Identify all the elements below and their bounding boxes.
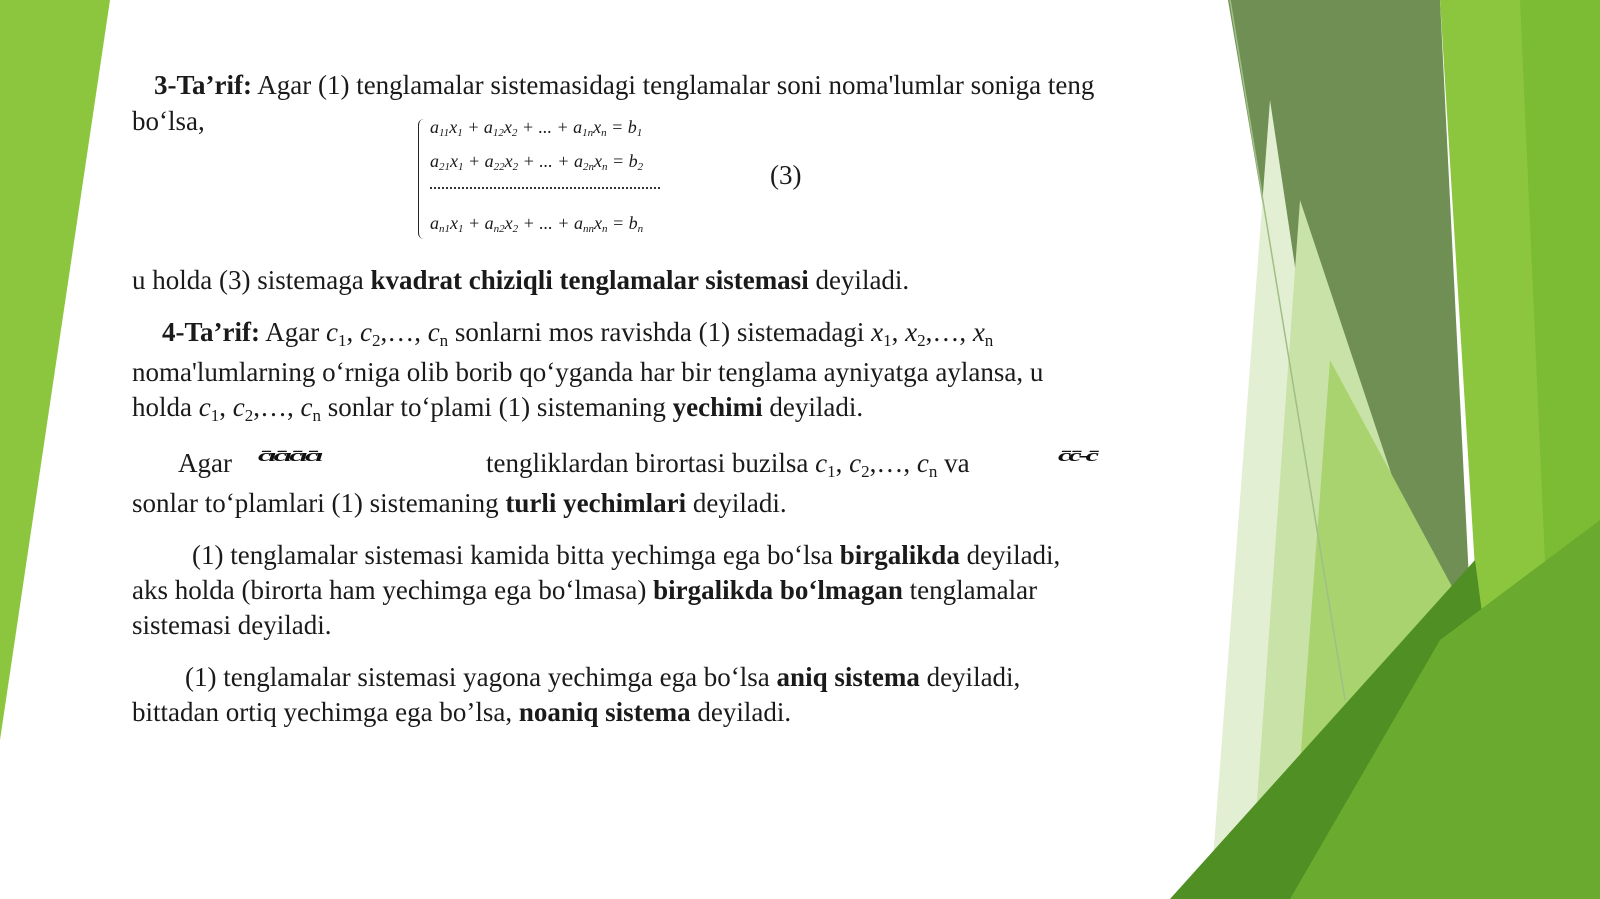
- math-subscript: 1: [337, 331, 347, 350]
- def3-label: 3-Ta’rif:: [154, 70, 252, 100]
- math-separator: ,…,: [380, 317, 428, 347]
- system-subscript: 2: [511, 127, 518, 139]
- system-subscript: 1: [458, 223, 464, 235]
- garbled-formula-1: c̄ıc̄ıc̄ıc̄ı: [258, 446, 321, 465]
- consistent-line3: sistemasi deyiladi.: [132, 610, 332, 640]
- math-subscript: 2: [861, 462, 870, 481]
- math-subscript: n: [928, 462, 938, 481]
- system-subscript: 21: [439, 161, 450, 173]
- garbled-formula-2: c̄c̄-c̄: [1058, 446, 1096, 465]
- determined-line2: [132, 696, 791, 728]
- system-term: + ... +: [518, 213, 574, 233]
- math-variable: c: [359, 317, 372, 347]
- system-term: $x_n$: [593, 117, 607, 139]
- distinct-line2-c: deyiladi.: [686, 488, 787, 518]
- system-subscript: 1: [458, 161, 464, 173]
- system-subscript: 1: [457, 127, 463, 139]
- def4-text-a: Agar: [259, 317, 326, 347]
- math-variable: x: [905, 317, 918, 347]
- math-variable: x: [871, 317, 884, 347]
- math-subscript: 2: [371, 331, 381, 350]
- system-subscript: 2: [512, 223, 519, 235]
- def4-line3-a: holda: [132, 392, 199, 422]
- system-subscript: n: [601, 223, 608, 235]
- math-subscript: 1: [827, 462, 836, 481]
- system-term: $a_{nn}$: [573, 213, 594, 235]
- system-term: $a_{21}$: [430, 151, 450, 173]
- consistent-line1: [192, 539, 1060, 571]
- system-subscript: n: [601, 161, 608, 173]
- determined-line2-a: bittadan ortiq yechimga ega bo’lsa,: [132, 697, 519, 727]
- system-term: $a_{1n}$: [573, 117, 594, 139]
- system-term: $x_2$: [504, 213, 519, 235]
- def3-line2: bo‘lsa,: [132, 106, 205, 136]
- consistent-line2-a: aks holda (birorta ham yechimga ega bo‘lmasa): [132, 575, 654, 605]
- system-subscript: 12: [492, 127, 504, 139]
- system-subscript: 2: [512, 161, 519, 173]
- system-term: $x_1$: [450, 151, 464, 173]
- system-term: = $b_n$: [607, 213, 644, 235]
- math-variable: c: [198, 392, 211, 422]
- math-variable: c: [325, 317, 338, 347]
- system-subscript: 2: [637, 161, 644, 173]
- math-separator: ,: [891, 317, 906, 347]
- def4-line3-c: deyiladi.: [762, 392, 864, 422]
- system-term: $a_{22}$: [484, 151, 505, 173]
- math-variable: c: [427, 317, 440, 347]
- system-term: $a_{12}$: [483, 117, 504, 139]
- term-consistent: birgalikda: [839, 540, 960, 570]
- system-term: = $b_2$: [607, 151, 644, 173]
- system-term: $x_n$: [593, 151, 608, 173]
- consistent-line2-c: tenglamalar: [902, 575, 1038, 605]
- term-solution: yechimi: [672, 392, 763, 422]
- def3-conclusion-post: deyiladi.: [808, 265, 910, 295]
- term-square-system: kvadrat chiziqli tenglamalar sistemasi: [370, 265, 809, 295]
- distinct-va: va: [937, 448, 970, 478]
- determined-line1-c: deyiladi,: [919, 662, 1021, 692]
- def4-line1: [162, 316, 993, 348]
- system-subscript: n: [637, 223, 644, 235]
- system-term: + ... +: [517, 117, 574, 137]
- def4-line2: noma'lumlarning o‘rniga olib borib qo‘yganda har bir tenglama ayniyatga aylansa, u: [132, 357, 1044, 387]
- x-sequence: [871, 317, 994, 350]
- system-subscript: n1: [439, 223, 450, 235]
- math-variable: c: [300, 392, 313, 422]
- system-term: +: [463, 213, 485, 233]
- math-separator: ,: [835, 448, 850, 478]
- system-term: +: [463, 151, 485, 171]
- determined-line1: [185, 661, 1020, 693]
- equation-system: [418, 115, 668, 245]
- term-distinct-solutions: turli yechimlari: [505, 488, 687, 518]
- system-term: $x_1$: [449, 117, 463, 139]
- system-row-n: [430, 213, 643, 234]
- c-sequence: [198, 392, 321, 425]
- system-term: + ... +: [518, 151, 574, 171]
- math-variable: x: [972, 317, 985, 347]
- math-subscript: 2: [917, 331, 926, 350]
- def4-line3: [132, 391, 863, 423]
- system-subscript: 11: [439, 127, 450, 139]
- distinct-line2: [132, 487, 787, 519]
- system-subscript: n: [601, 127, 607, 139]
- math-subscript: 1: [883, 331, 892, 350]
- math-subscript: n: [984, 331, 994, 350]
- system-row-2: [430, 151, 643, 172]
- distinct-mid: tengliklardan birortasi buzilsa: [486, 448, 816, 478]
- system-term: $x_2$: [504, 151, 519, 173]
- distinct-line1: [486, 447, 970, 479]
- math-variable: c: [232, 392, 245, 422]
- equation-number: (3): [770, 160, 802, 190]
- system-term: $a_{2n}$: [573, 151, 594, 173]
- math-separator: ,: [346, 317, 360, 347]
- system-subscript: 1: [636, 127, 643, 139]
- distinct-agar: Agar: [178, 448, 232, 478]
- system-term: +: [462, 117, 484, 137]
- determined-line1-a: (1) tenglamalar sistemasi yagona yechimga ega bo‘lsa: [185, 662, 777, 692]
- consistent-line2: [132, 574, 1037, 606]
- def4-line3-b: sonlar to‘plami (1) sistemaning: [320, 392, 673, 422]
- math-separator: ,: [219, 392, 233, 422]
- system-row-1: [430, 117, 642, 138]
- system-dotted-row: [430, 187, 660, 189]
- distinct-line2-a: sonlar to‘plamlari (1) sistemaning: [132, 488, 506, 518]
- system-subscript: nn: [582, 223, 594, 235]
- system-subscript: 1n: [582, 127, 594, 139]
- math-subscript: 2: [244, 406, 254, 425]
- def3-text: Agar (1) tenglamalar sistemasidagi tenglamalar soni noma'lumlar soniga teng: [251, 70, 1095, 100]
- determined-line2-c: deyiladi.: [690, 697, 792, 727]
- system-subscript: n2: [493, 223, 505, 235]
- math-variable: c: [849, 448, 862, 478]
- consistent-line1-a: (1) tenglamalar sistemasi kamida bitta yechimga ega bo‘lsa: [192, 540, 840, 570]
- math-variable: c: [815, 448, 828, 478]
- system-term: $x_n$: [593, 213, 608, 235]
- c-sequence: [815, 448, 938, 481]
- math-subscript: n: [439, 331, 449, 350]
- term-inconsistent: birgalikda bo‘lmagan: [653, 575, 903, 605]
- def3-conclusion: [132, 264, 909, 296]
- def3-line1: [154, 69, 1094, 101]
- system-term: $x_1$: [450, 213, 464, 235]
- system-term: $a_{11}$: [430, 117, 450, 139]
- math-variable: c: [916, 448, 929, 478]
- system-term: $x_2$: [503, 117, 518, 139]
- c-sequence: [325, 317, 449, 350]
- math-subscript: n: [312, 406, 321, 425]
- def4-label: 4-Ta’rif:: [162, 317, 260, 347]
- system-brace: [418, 119, 426, 239]
- def4-text-b: sonlarni mos ravishda (1) sistemadagi: [448, 317, 872, 347]
- math-separator: ,…,: [869, 448, 917, 478]
- term-determined: aniq sistema: [776, 662, 920, 692]
- math-separator: ,…,: [253, 392, 301, 422]
- consistent-line1-c: deyiladi,: [959, 540, 1061, 570]
- system-subscript: 2n: [582, 161, 594, 173]
- math-separator: ,…,: [925, 317, 973, 347]
- math-subscript: 1: [210, 406, 220, 425]
- system-subscript: 22: [493, 161, 505, 173]
- term-undetermined: noaniq sistema: [518, 697, 691, 727]
- def3-conclusion-pre: u holda (3) sistemaga: [132, 265, 371, 295]
- system-term: $a_{n2}$: [484, 213, 505, 235]
- system-term: $a_{n1}$: [430, 213, 450, 235]
- system-term: = $b_1$: [606, 117, 643, 139]
